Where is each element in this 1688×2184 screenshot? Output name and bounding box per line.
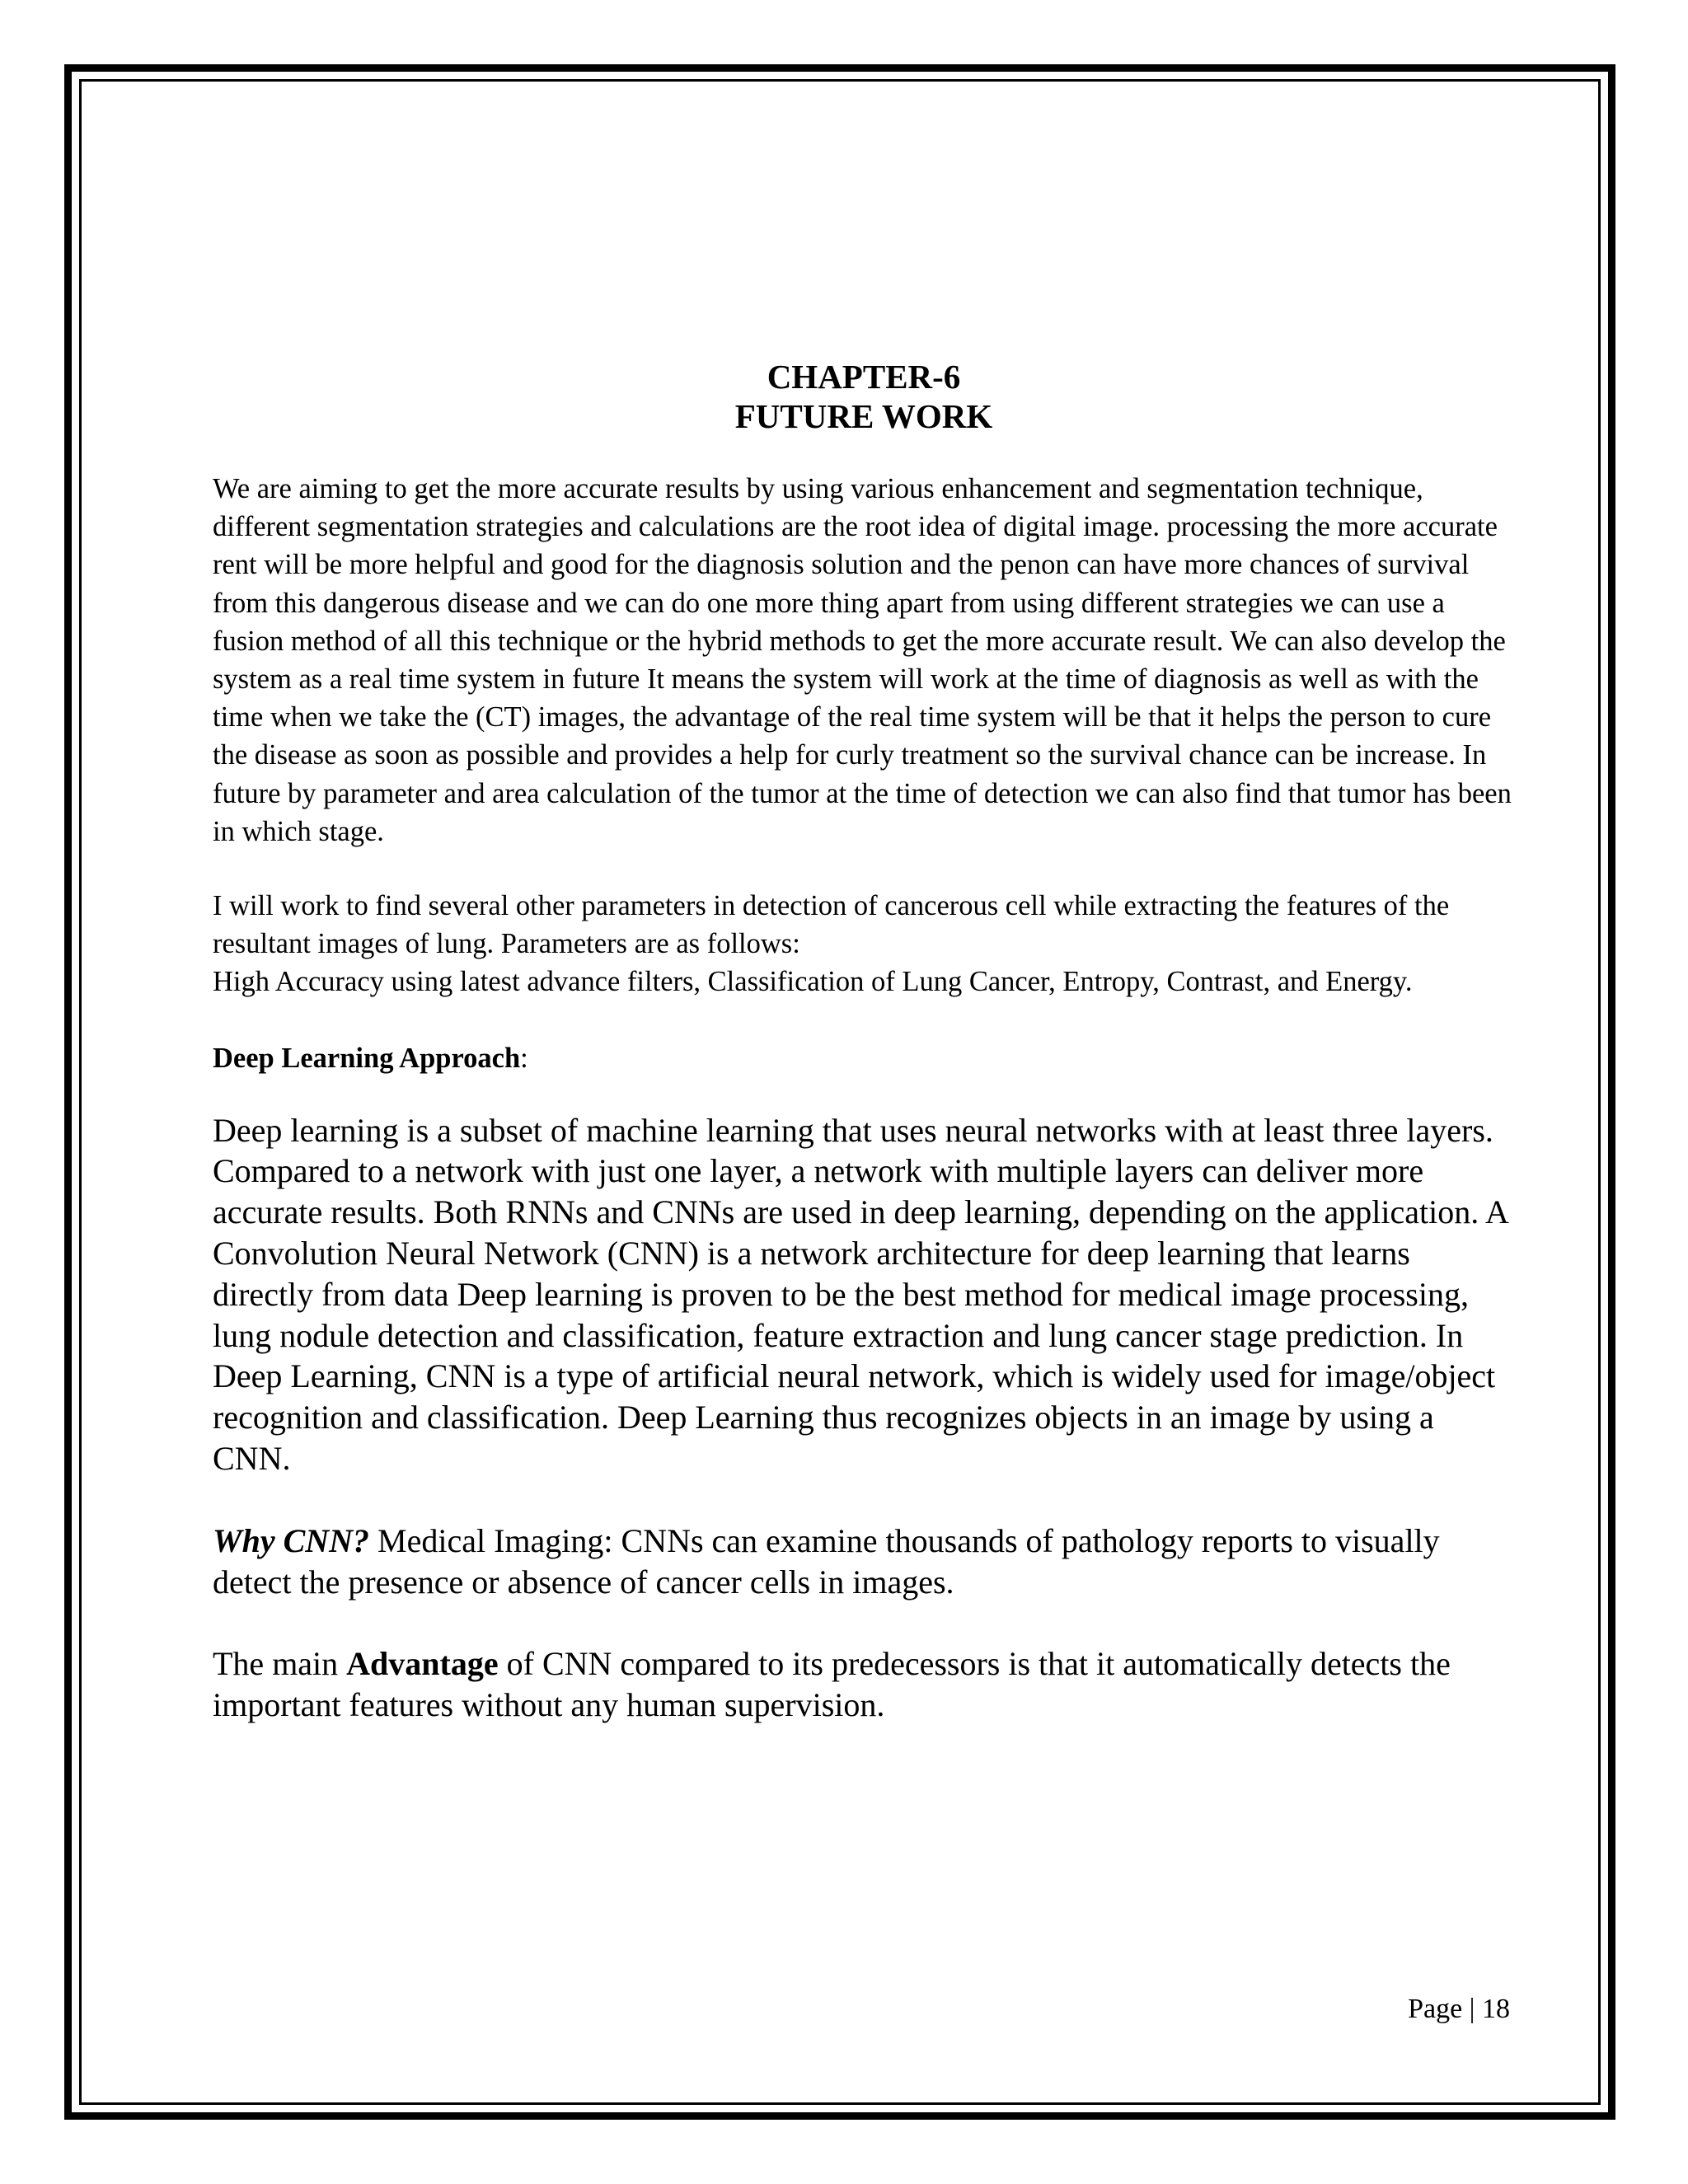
advantage-bold: Advantage: [346, 1645, 499, 1683]
chapter-title: FUTURE WORK: [734, 397, 993, 435]
deep-learning-heading-colon: :: [520, 1042, 528, 1074]
intro-paragraph: We are aiming to get the more accurate results by using various enhancement and segmentation technique, different segmentation strategies and calculations are the root idea of digital image. processing the more accurate rent will be more helpful and good for the diagnosis solution and the penon can have more chances of survival from this dangerous disease and we can do one more thing apart from using different strategies we can use a fusion method of all this technique or the hybrid methods to get the more accurate result. We can also develop the system as a real time system in future It means the system will work at the time of diagnosis as well as with the time when we take the (CT) images, the advantage of the real time system will be that it helps the person to cure the disease as soon as possible and provides a help for curly treatment so the survival chance can be increase. In future by parameter and area calculation of the tumor at the time of detection we can also find that tumor has been in which stage.: [213, 473, 1512, 847]
deep-learning-heading-text: Deep Learning Approach: [213, 1042, 521, 1074]
page-number: Page | 18: [1408, 1994, 1510, 2024]
parameters-list-paragraph: High Accuracy using latest advance filters, Classification of Lung Cancer, Entropy, Contrast, and Energy.: [213, 966, 1413, 998]
chapter-number: CHAPTER-6: [767, 358, 961, 396]
parameters-intro-paragraph: I will work to find several other parameters in detection of cancerous cell while extracting the features of the resultant images of lung. Parameters are as follows:: [213, 890, 1450, 960]
why-cnn-label: Why CNN?: [213, 1521, 370, 1559]
page-content: [213, 313, 1515, 1726]
advantage-paragraph: [213, 1643, 1515, 1726]
why-cnn-text: Medical Imaging: CNNs can examine thousands of pathology reports to visually detect the presence or absence of cancer cells in images.: [213, 1521, 1448, 1601]
advantage-suffix: of CNN compared to its predecessors is that it automatically detects the important features without any human supervision.: [213, 1645, 1459, 1724]
why-cnn-paragraph: [213, 1521, 1515, 1603]
deep-learning-paragraph: Deep learning is a subset of machine learning that uses neural networks with at least three layers. Compared to a network with just one layer, a network with multiple layers can deliver more accurate results. Both RNNs and CNNs are used in deep learning, depending on the application. A Convolution Neural Network (CNN) is a network architecture for deep learning that learns directly from data Deep learning is proven to be the best method for medical image processing, lung nodule detection and classification, feature extraction and lung cancer stage prediction. In Deep Learning, CNN is a type of artificial neural network, which is widely used for image/object recognition and classification. Deep Learning thus recognizes objects in an image by using a CNN.: [213, 1111, 1507, 1478]
advantage-prefix: The main: [213, 1645, 347, 1683]
deep-learning-heading: [213, 1039, 1515, 1077]
